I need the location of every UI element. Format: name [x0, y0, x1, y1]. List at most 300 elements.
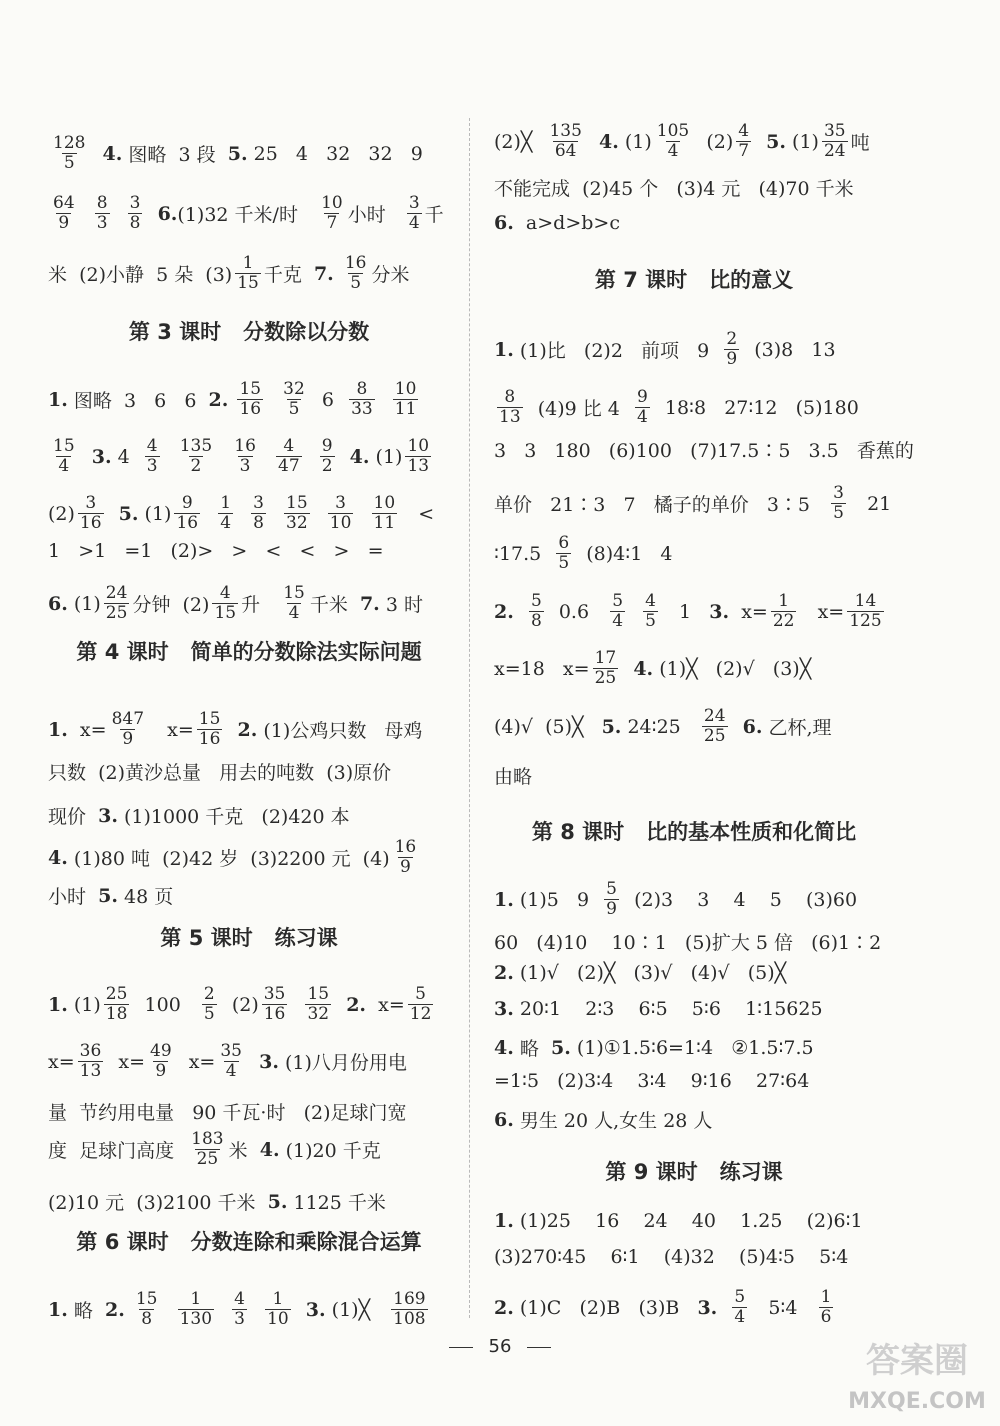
- answer-text: 略: [67, 1300, 105, 1322]
- answer-text: [305, 446, 317, 468]
- denominator: 3: [234, 1309, 245, 1329]
- answer-line: [494, 998, 823, 1020]
- answer-text: [313, 503, 325, 525]
- answer-text: (1)C (2)B (3)B: [513, 1296, 698, 1319]
- denominator: 25: [703, 726, 726, 746]
- answer-text: [163, 446, 175, 468]
- page-number: 56: [488, 1336, 512, 1357]
- numerator: 3: [408, 193, 420, 213]
- answer-line: [494, 880, 857, 919]
- numerator: 3: [129, 193, 141, 213]
- answer-text: (1)╳: [325, 1298, 389, 1321]
- numerator: 4: [738, 121, 750, 141]
- numerator: 16: [344, 253, 367, 273]
- denominator: 15: [214, 603, 237, 623]
- answer-line: [494, 1070, 809, 1092]
- answer-line: [48, 1290, 431, 1329]
- answer-line: [48, 437, 434, 476]
- answer-text: [203, 503, 215, 525]
- fraction: [218, 494, 233, 533]
- answer-line: [494, 928, 881, 955]
- denominator: 3: [239, 456, 251, 476]
- numerator: 35: [823, 121, 846, 141]
- denominator: 16: [263, 1004, 286, 1024]
- answer-text: 25 4 32 32 9: [247, 142, 423, 165]
- numerator: 16: [394, 837, 417, 857]
- question-number: 4.: [633, 657, 654, 680]
- answer-text: 20∶1 2∶3 6∶5 5∶6 1∶15625: [513, 998, 823, 1020]
- answer-line: [494, 1246, 848, 1268]
- numerator: 4: [645, 591, 656, 611]
- fraction: [655, 122, 691, 161]
- fraction: [736, 122, 751, 161]
- answer-text: (8)4∶1 4: [574, 542, 673, 565]
- question-number: 5.: [227, 142, 248, 165]
- answer-text: 不能完成 (2)45 个 (3)4 元 (4)70 千米: [494, 178, 854, 200]
- denominator: 12: [409, 1004, 432, 1024]
- answer-text: [250, 1299, 262, 1321]
- numerator: 105: [656, 121, 690, 141]
- answer-text: [266, 389, 278, 411]
- fraction: [610, 592, 625, 631]
- fraction: [262, 985, 288, 1024]
- answer-text: (1)1000 千克 (2)420 本: [117, 806, 350, 828]
- numerator: 36: [79, 1041, 102, 1061]
- fraction: [51, 437, 77, 476]
- lesson-heading: 第 4 课时 简单的分数除法实际问题: [76, 640, 422, 664]
- lesson-heading: 第 9 课时 练习课: [605, 1160, 783, 1184]
- answer-line: [494, 330, 836, 369]
- denominator: 9: [58, 213, 70, 233]
- answer-text: 1 >1 =1 (2)> > < < > =: [48, 540, 384, 562]
- question-number: 3.: [697, 1296, 718, 1319]
- question-number: 3.: [305, 1298, 326, 1321]
- question-number: 5.: [766, 130, 786, 153]
- fraction: [556, 534, 571, 573]
- numerator: 15: [286, 493, 308, 513]
- question-number: 4.: [349, 445, 370, 468]
- numerator: 128: [53, 133, 86, 153]
- numerator: 16: [234, 436, 256, 456]
- denominator: 25: [594, 668, 617, 688]
- answer-text: 千米: [309, 594, 360, 616]
- answer-text: (3)8 13: [742, 338, 836, 361]
- answer-text: (1)公鸡只数 母鸡: [257, 720, 423, 742]
- numerator: 4: [234, 1289, 245, 1309]
- answer-text: [125, 1299, 131, 1321]
- fraction: [148, 1042, 174, 1081]
- question-number: 4.: [102, 142, 123, 165]
- answer-text: 3 3 180 (6)100 (7)17.5∶5 3.5 香蕉的: [494, 440, 914, 462]
- answer-text: (1): [786, 130, 819, 153]
- fraction: [178, 1290, 214, 1329]
- question-number: 2.: [104, 1298, 125, 1321]
- denominator: 5: [558, 553, 570, 573]
- answer-text: 乙杯,理: [762, 717, 832, 739]
- denominator: 6: [820, 1307, 832, 1327]
- denominator: 9: [606, 899, 617, 919]
- numerator: 8: [356, 379, 368, 399]
- question-number: 2.: [494, 1296, 514, 1319]
- answer-text: x=18 x=: [494, 657, 590, 680]
- fraction: [51, 194, 77, 233]
- answer-text: x=: [366, 993, 405, 1016]
- answer-text: 度 足球门高度: [48, 1140, 187, 1162]
- numerator: 14: [854, 591, 877, 611]
- numerator: 4: [283, 436, 295, 456]
- numerator: 5: [734, 1287, 746, 1307]
- denominator: 5: [288, 399, 300, 419]
- fraction: [393, 838, 419, 877]
- fraction: [819, 1288, 834, 1327]
- fraction: [407, 194, 422, 233]
- fraction: [237, 380, 263, 419]
- denominator: 25: [196, 1149, 219, 1169]
- answer-line: [48, 1130, 381, 1169]
- fraction: [212, 584, 238, 623]
- numerator: 847: [111, 709, 145, 729]
- answer-text: (2)10 元 (3)2100 千米: [48, 1192, 268, 1214]
- answer-line: [494, 174, 854, 201]
- answer-text: (1)5 9: [513, 888, 602, 911]
- numerator: 3: [833, 483, 844, 503]
- denominator: 5: [645, 611, 656, 631]
- question-number: 6.: [494, 212, 514, 234]
- denominator: 9: [155, 1061, 167, 1081]
- answer-line: [48, 254, 409, 293]
- answer-text: x=: [67, 718, 107, 741]
- answer-text: 18∶8 27∶12 (5)180: [652, 396, 859, 419]
- fraction: [178, 437, 214, 476]
- answer-text: 4: [111, 445, 142, 468]
- answer-text: [217, 446, 229, 468]
- question-number: 1.: [494, 888, 514, 911]
- question-number: 3.: [259, 1050, 279, 1073]
- fraction: [771, 592, 797, 631]
- numerator: 169: [393, 1289, 426, 1309]
- fraction: [197, 710, 223, 749]
- answer-text: (4)√ (5)╳: [494, 715, 602, 738]
- numerator: 9: [321, 436, 333, 456]
- answer-text: x=: [149, 718, 194, 741]
- numerator: 10: [321, 193, 343, 213]
- numerator: 183: [191, 1129, 224, 1149]
- numerator: 10: [407, 436, 430, 456]
- answer-text: [261, 446, 273, 468]
- question-number: 3.: [709, 600, 730, 623]
- numerator: 1: [220, 493, 232, 513]
- answer-text: (1): [618, 130, 652, 153]
- numerator: 49: [150, 1041, 172, 1061]
- answer-text: 小时: [347, 204, 404, 226]
- fraction: [831, 484, 846, 523]
- answer-text: [113, 203, 125, 225]
- numerator: 2: [203, 984, 215, 1004]
- answer-text: 米 (2)小静 5 朵 (3): [48, 264, 233, 286]
- denominator: 4: [288, 603, 300, 623]
- fraction: [104, 584, 130, 623]
- numerator: 32: [283, 379, 305, 399]
- denominator: 9: [400, 857, 411, 877]
- answer-text: (2)╳: [494, 130, 545, 153]
- answer-text: (2): [219, 993, 259, 1016]
- denominator: 11: [373, 513, 396, 533]
- answer-line: [48, 1098, 407, 1125]
- answer-text: (1)80 吨 (2)42 岁 (3)2200 元 (4): [67, 848, 390, 870]
- answer-text: (2): [694, 130, 734, 153]
- denominator: 47: [278, 456, 300, 476]
- fraction: [822, 122, 848, 161]
- fraction: [305, 985, 331, 1024]
- question-number: 5.: [98, 884, 118, 907]
- answer-text: [107, 503, 119, 525]
- denominator: 16: [198, 729, 221, 749]
- answer-text: (1)①1.5∶6=1∶4 ②1.5∶7.5: [570, 1036, 814, 1059]
- answer-text: 100: [132, 993, 199, 1016]
- question-number: 6.: [157, 202, 178, 225]
- answer-text: [717, 1297, 729, 1319]
- question-number: 6.: [48, 592, 68, 615]
- answer-line: [494, 707, 832, 746]
- question-number: 1.: [48, 388, 68, 411]
- numerator: 10: [394, 379, 417, 399]
- denominator: 3: [146, 456, 158, 476]
- fraction: [391, 1290, 427, 1329]
- answer-text: 米: [228, 1140, 260, 1162]
- numerator: 9: [636, 387, 648, 407]
- answer-text: 由略: [494, 766, 533, 788]
- answer-line: [494, 649, 811, 688]
- answer-text: [378, 389, 390, 411]
- question-number: 4.: [48, 846, 68, 869]
- answer-text: 现价: [48, 806, 99, 828]
- answer-text: 0.6: [546, 600, 608, 623]
- denominator: 125: [849, 611, 882, 631]
- numerator: 5: [415, 984, 426, 1004]
- fraction: [635, 388, 650, 427]
- footer-dash-right: [527, 1347, 551, 1348]
- question-number: 1.: [494, 1210, 514, 1232]
- answer-text: 图略 3 6 6: [67, 390, 209, 412]
- column-divider: [469, 118, 470, 1318]
- answer-line: [494, 1034, 814, 1061]
- denominator: 4: [667, 141, 679, 161]
- lesson-heading: 第 6 课时 分数连除和乘除混合运算: [76, 1230, 422, 1254]
- fraction: [847, 592, 883, 631]
- fraction: [408, 985, 434, 1024]
- denominator: 4: [408, 213, 420, 233]
- numerator: 35: [263, 984, 286, 1004]
- question-number: 1.: [48, 1298, 68, 1321]
- lesson-heading: 第 7 课时 比的意义: [594, 268, 794, 292]
- fraction: [276, 437, 302, 476]
- answer-line: [48, 494, 434, 533]
- denominator: 16: [79, 513, 102, 533]
- answer-text: (1)╳ (2)√ (3)╳: [653, 657, 812, 680]
- answer-text: ∶17.5: [494, 542, 554, 565]
- denominator: 8: [530, 611, 542, 631]
- answer-text: 5∶4: [750, 1296, 816, 1319]
- answer-text: 1: [660, 600, 710, 623]
- answer-text: (2): [48, 502, 75, 525]
- question-number: 5.: [267, 1190, 288, 1213]
- numerator: 24: [703, 706, 726, 726]
- lesson-heading: 第 3 课时 分数除以分数: [128, 320, 370, 344]
- answer-text: 6: [309, 388, 347, 411]
- answer-text: x=: [799, 600, 845, 623]
- answer-text: 24∶25: [621, 715, 699, 738]
- denominator: 13: [79, 1061, 102, 1081]
- answer-text: 升: [241, 594, 279, 616]
- denominator: 9: [122, 729, 134, 749]
- answer-text: [294, 1299, 306, 1321]
- fraction: [604, 880, 619, 919]
- answer-line: [494, 484, 891, 523]
- fraction: [372, 494, 398, 533]
- answer-line: [494, 122, 870, 161]
- numerator: 17: [594, 648, 617, 668]
- answer-text: 分钟 (2): [132, 594, 210, 616]
- watermark-text-bottom: MXQE.COM: [848, 1389, 986, 1414]
- answer-text: 千: [424, 204, 444, 226]
- answer-text: 吨: [850, 132, 870, 154]
- denominator: 2: [321, 456, 333, 476]
- answer-text: [587, 131, 599, 153]
- answer-text: 60 (4)10 10∶1 (5)扩大 5 倍 (6)1∶2: [494, 932, 882, 954]
- answer-text: (1): [138, 502, 172, 525]
- answer-text: 只数 (2)黄沙总量 用去的吨数 (3)原价: [48, 762, 392, 784]
- answer-text: 图略 3 段: [122, 144, 228, 166]
- fraction: [95, 194, 110, 233]
- denominator: 15: [237, 273, 259, 293]
- question-number: 7.: [313, 262, 334, 285]
- denominator: 11: [394, 399, 417, 419]
- fraction: [320, 437, 335, 476]
- denominator: 4: [734, 1307, 746, 1327]
- answer-line: [48, 1042, 407, 1081]
- fraction: [189, 1130, 225, 1169]
- fraction: [497, 388, 523, 427]
- fraction: [232, 437, 258, 476]
- denominator: 10: [329, 513, 352, 533]
- watermark-logo: [842, 1330, 992, 1420]
- answer-text: [90, 143, 102, 165]
- question-number: 2.: [494, 962, 514, 984]
- answer-text: x=: [729, 600, 768, 623]
- fraction: [405, 437, 431, 476]
- answer-text: (1): [369, 445, 403, 468]
- answer-line: [48, 540, 384, 562]
- answer-text: (1)八月份用电: [278, 1052, 407, 1074]
- numerator: 15: [198, 709, 221, 729]
- fraction: [702, 707, 728, 746]
- question-number: 2.: [237, 718, 258, 741]
- fraction: [281, 380, 307, 419]
- denominator: 16: [176, 513, 199, 533]
- denominator: 5: [203, 1004, 215, 1024]
- answer-text: [145, 203, 157, 225]
- answer-text: (3)270∶45 6∶1 (4)32 (5)4∶5 5∶4: [494, 1246, 849, 1268]
- footer-dash-left: [449, 1347, 473, 1348]
- denominator: 16: [239, 399, 262, 419]
- answer-text: x=: [176, 1050, 216, 1073]
- answer-text: 1125 千米: [287, 1192, 386, 1214]
- answer-text: [628, 601, 640, 623]
- answer-text: 3 时: [379, 594, 423, 616]
- answer-text: [247, 1051, 259, 1073]
- denominator: 4: [636, 407, 648, 427]
- question-number: 2.: [346, 993, 367, 1016]
- answer-line: [494, 212, 620, 234]
- denominator: 33: [351, 399, 373, 419]
- question-number: 1.: [48, 718, 68, 741]
- denominator: 4: [58, 456, 70, 476]
- answer-text: [225, 719, 237, 741]
- answer-text: (1)32 千米/时: [177, 204, 317, 226]
- numerator: 10: [373, 493, 396, 513]
- answer-text: 分米: [371, 264, 410, 286]
- question-number: 2.: [494, 600, 514, 623]
- answer-line: [48, 380, 421, 419]
- numerator: 1: [190, 1289, 202, 1309]
- numerator: 135: [179, 436, 213, 456]
- fraction: [265, 1290, 291, 1329]
- fraction: [284, 494, 310, 533]
- answer-text: (1)√ (2)╳ (3)√ (4)√ (5)╳: [513, 962, 787, 984]
- question-number: 1.: [48, 993, 68, 1016]
- denominator: 4: [220, 513, 232, 533]
- answer-line: [48, 758, 391, 785]
- question-number: 4.: [494, 1036, 514, 1059]
- answer-text: (1): [67, 993, 101, 1016]
- fraction: [529, 592, 544, 631]
- numerator: 15: [135, 1289, 158, 1309]
- numerator: 3: [335, 493, 346, 513]
- question-number: 3.: [98, 804, 118, 827]
- answer-text: (4)9 比 4: [525, 398, 632, 420]
- denominator: 18: [105, 1004, 128, 1024]
- denominator: 8: [129, 213, 141, 233]
- answer-text: 小时: [48, 886, 99, 908]
- numerator: 6: [558, 533, 570, 553]
- answer-text: [228, 389, 234, 411]
- fraction: [235, 254, 261, 293]
- fraction: [145, 437, 160, 476]
- fraction: [218, 1042, 244, 1081]
- answer-text: [80, 446, 92, 468]
- answer-text: 量 节约用电量 90 千瓦·时 (2)足球门宽: [48, 1102, 407, 1124]
- numerator: 1: [272, 1289, 284, 1309]
- fraction: [110, 710, 146, 749]
- answer-text: (1)20 千克: [279, 1140, 381, 1162]
- fraction: [51, 134, 87, 173]
- numerator: 4: [219, 583, 231, 603]
- answer-line: [494, 436, 914, 463]
- answer-text: 单价 21∶3 7 橘子的单价 3∶5: [494, 494, 829, 516]
- answer-text: [217, 1299, 229, 1321]
- fraction: [319, 194, 345, 233]
- answer-line: [48, 584, 423, 623]
- question-number: 3.: [91, 445, 112, 468]
- question-number: 5.: [118, 502, 139, 525]
- numerator: 3: [253, 493, 264, 513]
- fraction: [174, 494, 200, 533]
- numerator: 15: [307, 984, 330, 1004]
- answer-text: [269, 503, 281, 525]
- answer-text: x=: [48, 1050, 75, 1073]
- answer-line: [494, 592, 887, 631]
- answer-line: [48, 838, 421, 877]
